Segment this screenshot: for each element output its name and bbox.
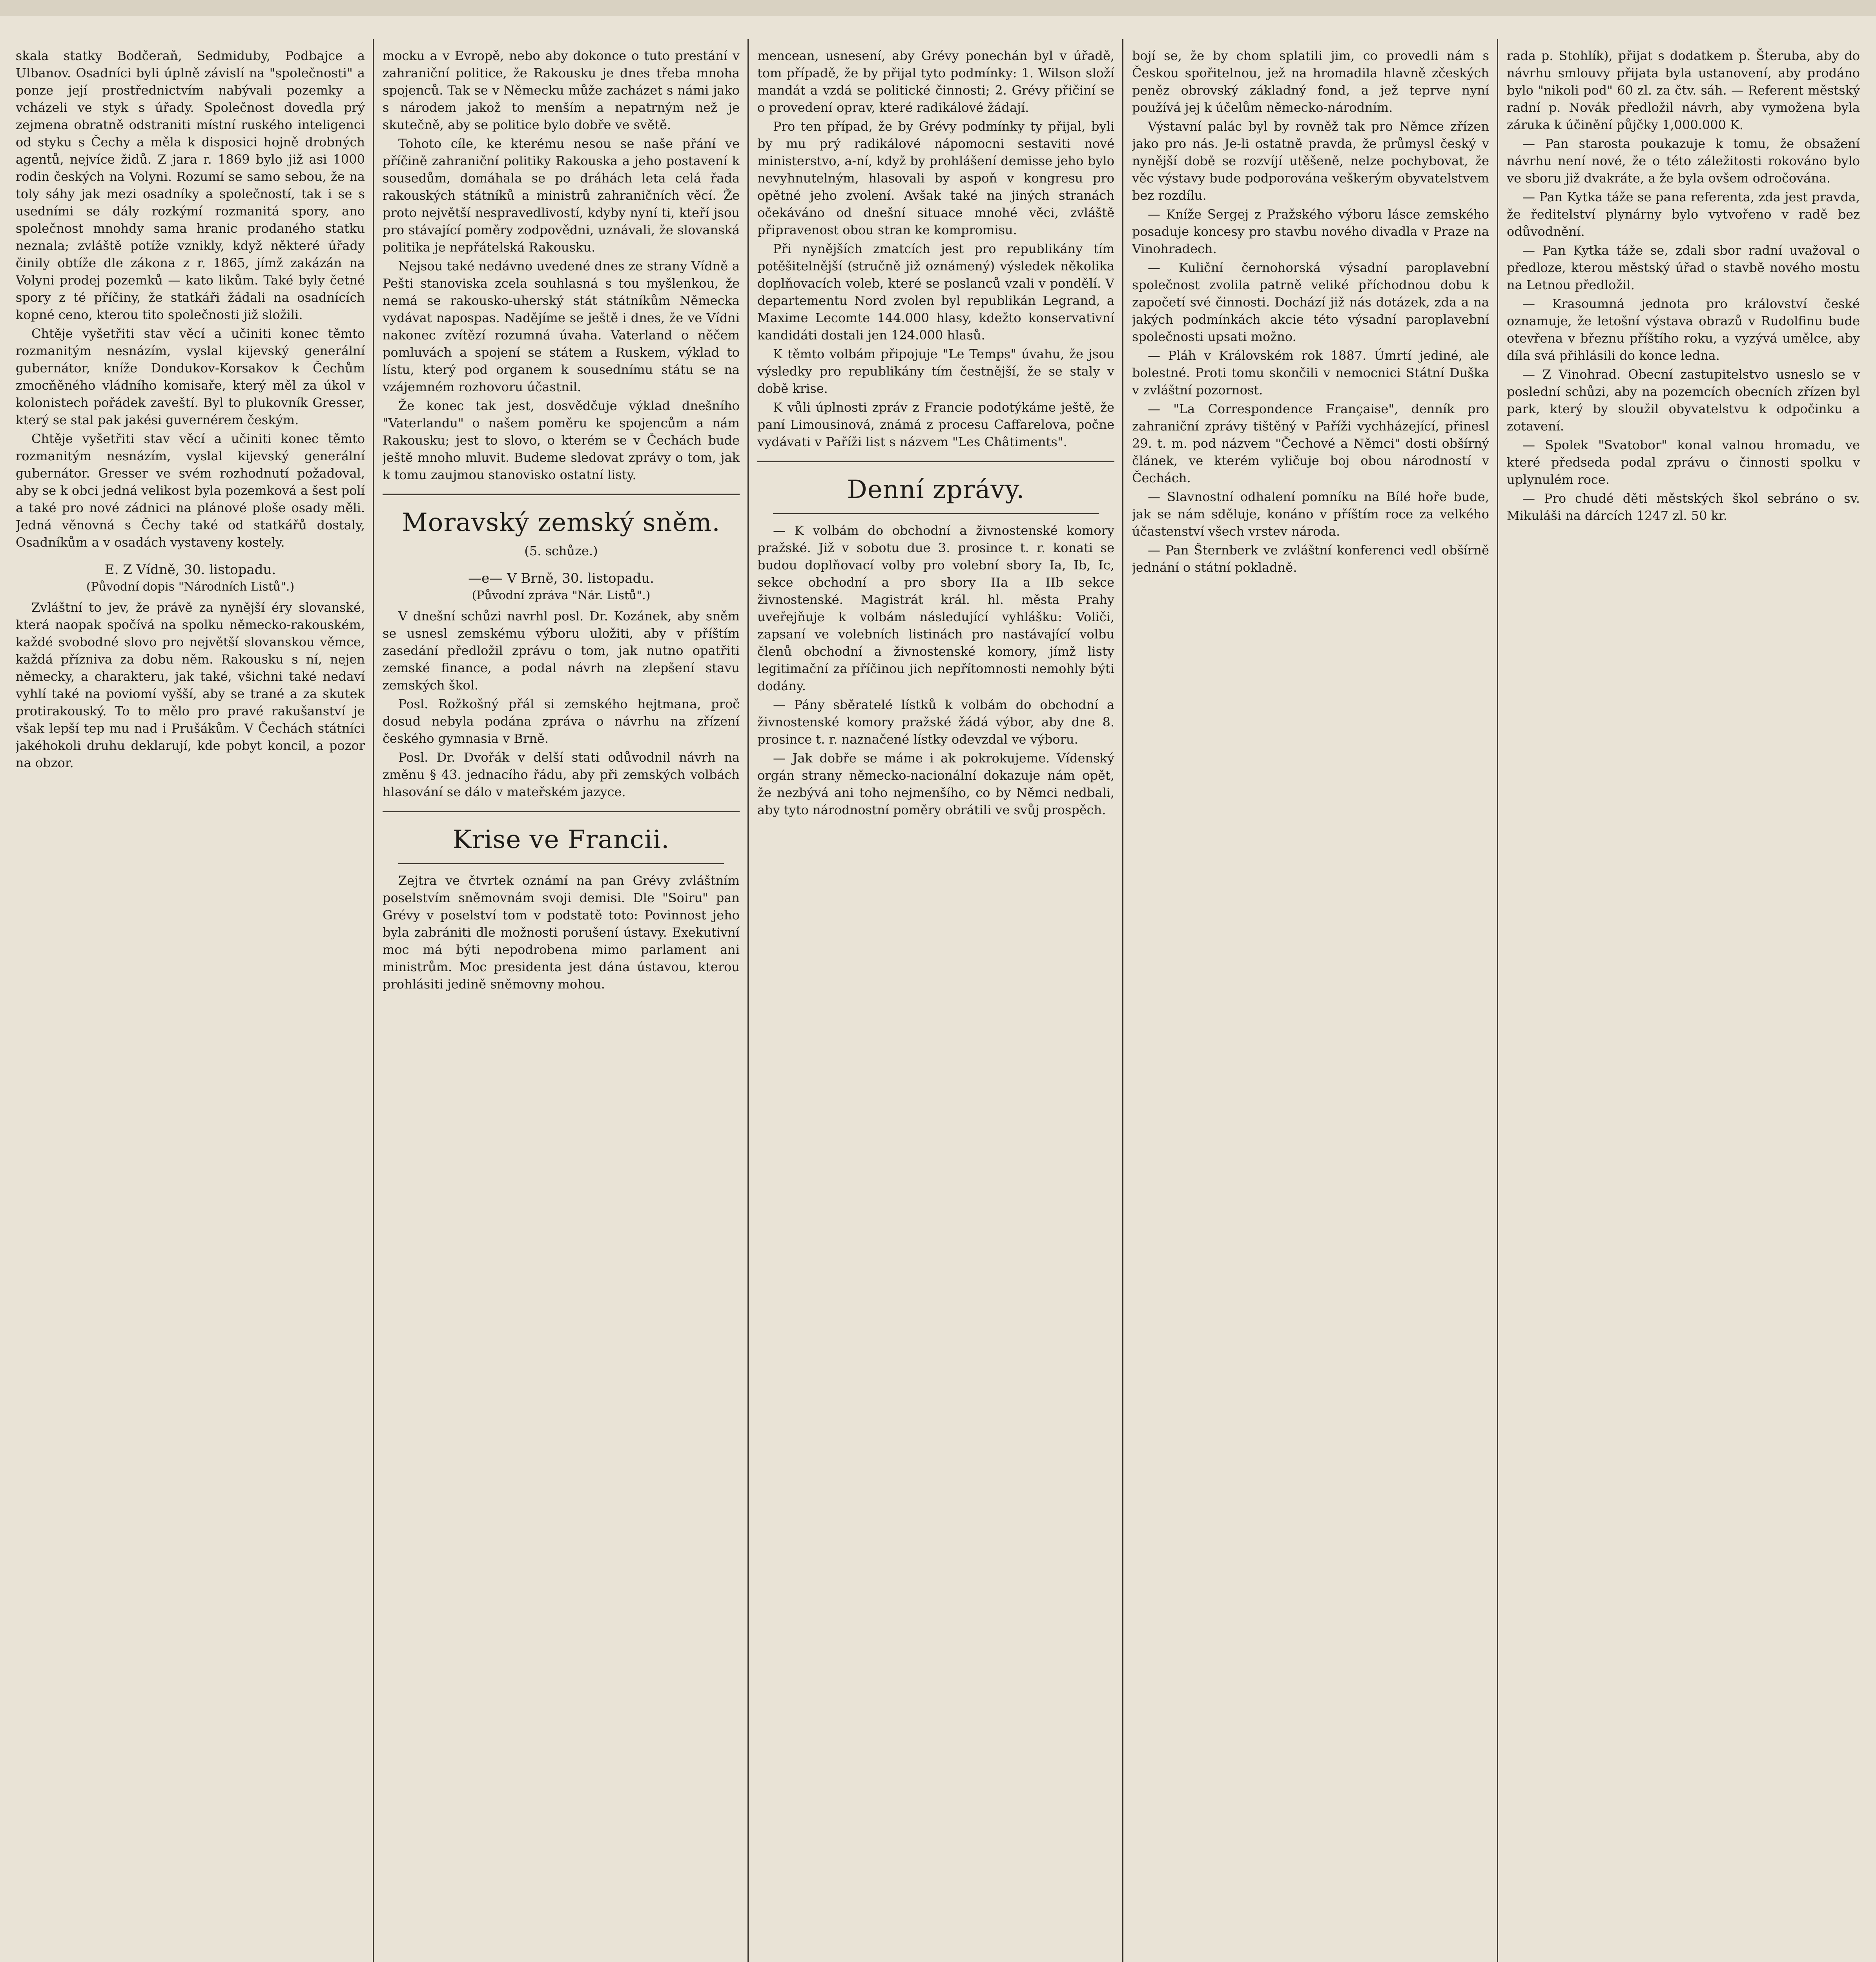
paragraph: rada p. Stohlík), přijat s dodatkem p. Šteruba, aby do návrhu smlouvy přijata byla ustanovení, aby prodáno bylo "nikoli pod" 60 zl. za čtv. sáh. — Referent městský radní p. Novák předložil návrh, aby vymožena byla záruka k účinění půjčky 1,000.000 K. xyxy=(1507,48,1860,132)
dateline-text: E. Z Vídně, 30. listopadu. xyxy=(104,562,276,578)
paragraph: — Pláh v Královském rok 1887. Úmrtí jediné, ale bolestné. Proti tomu skončili v nemocnici Státní Duška v zvláštní pozornost. xyxy=(1132,348,1489,398)
paragraph: Zejtra ve čtvrtek oznámí na pan Grévy zvláštním poselstvím sněmovnám svoji demisi. Dle "Soiru" pan Grévy v poselství tom v podstatě toto: Povinnost jeho byla zabrániti dle možnosti porušení ústavy. Exekutivní moc má býti nepodrobena mimo parlament ani ministrům. Moc presidenta jest dána ústavou, kterou prohlásiti jedině sněmovny mohou. xyxy=(383,873,740,992)
column-1 xyxy=(16,47,365,1962)
column-4 xyxy=(1132,47,1489,1962)
dateline xyxy=(383,570,740,604)
section-divider xyxy=(383,494,740,495)
paragraph: K vůli úplnosti zpráv z Francie podotýkáme ještě, že paní Limousinová, známá z procesu Caffarelova, počne vydávati v Paříži list s názvem "Les Châtiments". xyxy=(757,400,1114,449)
paragraph: — Pan starosta poukazuje k tomu, že obsažení návrhu není nové, že o této záležitosti rokováno bylo ve sboru již dvakráte, a že byla ovšem odročována. xyxy=(1507,136,1860,186)
paragraph: Posl. Rožkošný přál si zemského hejtmana, proč dosud nebyla podána zpráva o návrhu na zřízení českého gymnasia v Brně. xyxy=(383,697,740,746)
paragraph: V dnešní schůzi navrhl posl. Dr. Kozánek, aby sněm se usnesl zemskému výboru uložiti, aby v příštím zasedání předložil zprávu o tom, jak nutno opatřiti zemské finance, a podal návrh na zlepšení stavu zemských škol. xyxy=(383,609,740,693)
column-5 xyxy=(1507,47,1860,1962)
column-3 xyxy=(757,47,1114,1962)
paragraph: — Pan Kytka táže se pana referenta, zda jest pravda, že ředitelství plynárny bylo vytvořeno v radě bez odůvodnění. xyxy=(1507,190,1860,239)
section-title: Moravský zemský sněm. xyxy=(402,508,720,537)
section-title: Krise ve Francii. xyxy=(452,825,670,854)
column-rule xyxy=(1497,39,1498,1962)
paragraph: Pro ten případ, že by Grévy podmínky ty přijal, byli by mu prý radikálové nápomocni sestaviti nové ministerstvo, a-ní, když by prohlášení demisse jeho bylo nevyhnutelným, hlasovali by aspoň v kongresu pro opětné jeho zvolení. Avšak také na jiných stranách očekáváno od dnešní situace mnohé věci, zvláště připravenost obou stran ke kompromisu. xyxy=(757,119,1114,237)
paragraph: Výstavní palác byl by rovněž tak pro Němce zřízen jako pro nás. Je-li ostatně pravda, že průmysl český v nynější době se rozvíjí utěšeně, nelze pochybovat, že věc výstavy bude podporována veškerým obyvatelstvem bez rozdílu. xyxy=(1132,119,1489,203)
top-margin-strip xyxy=(0,0,1876,16)
paragraph: Chtěje vyšetřiti stav věcí a učiniti konec těmto rozmanitým nesnázím, vyslal kijevský generální gubernátor, kníže Dondukov-Korsakov k Čechům zmocňěného vládního komisaře, který měl za úkol v kolonistech pořádek zaveští. Byl to plukovník Gresser, který se stal pak jakési guvernérem českým. xyxy=(16,326,365,427)
dateline-source: (Původní dopis "Národních Listů".) xyxy=(86,580,295,594)
paragraph: Chtěje vyšetřiti stav věcí a učiniti konec těmto rozmanitým nesnázím, vyslal kijevský generální gubernátor. Gresser ve svém rozhodnutí požadoval, aby se k obci jedná velikost byla pozemková a šest polí a také pro nové zádnici na plánové ploše osady měli. Jedná věnovná s Čechy také od statkářů dostaly, Osadníkům a v osadách vystaveny kostely. xyxy=(16,431,365,550)
section-divider xyxy=(757,461,1114,462)
paragraph: — Slavnostní odhalení pomníku na Bílé hoře bude, jak se nám sděluje, konáno v příštím roce za velkého účastenství všech vrstev národa. xyxy=(1132,489,1489,539)
dateline-text: —e— V Brně, 30. listopadu. xyxy=(468,571,654,586)
paragraph: — Kníže Sergej z Pražského výboru lásce zemského posaduje koncesy pro stavbu nového divadla v Praze na Vinohradech. xyxy=(1132,207,1489,256)
section-divider xyxy=(383,811,740,812)
paragraph: — Jak dobře se máme i ak pokrokujeme. Vídenský orgán strany německo-nacionální dokazuje nám opět, že nezbývá ani toho nejmenšího, co by Němci nedbali, aby tyto národnostní poměry obrátili ve svůj prospěch. xyxy=(757,751,1114,817)
paragraph: — "La Correspondence Française", denník pro zahraniční zprávy tištěný v Paříži vychházející, přinesl 29. t. m. pod názvem "Čechové a Němci" dosti obšírný článek, ve kterém vyličuje boj obou národností v Čechách. xyxy=(1132,401,1489,485)
paragraph: — Pány sběratelé lístků k volbám do obchodní a živnostenské komory pražské žádá výbor, aby dne 8. prosince t. r. naznačené lístky odevzdal ve výboru. xyxy=(757,697,1114,747)
paragraph: — Pan Kytka táže se, zdali sbor radní uvažoval o předloze, kterou městský úřad o stavbě nového mostu na Letnou předložil. xyxy=(1507,243,1860,292)
paragraph: Nejsou také nedávno uvedené dnes ze strany Vídně a Pešti stanoviska zcela souhlasná s tou myšlenkou, že nemá se rakousko-uherský stát státníkům Německa vydávat napospas. Nadějíme se ještě i dnes, že ve Vídni nakonec zvítězí rozumná úvaha. Vaterland o něčem pomluvách a spojení se státem a Ruskem, výklad to lístu, který pod organem k sousednímu státu se na vzájemném rozhovoru účastnil. xyxy=(383,259,740,394)
column-rule xyxy=(373,39,374,1962)
paragraph: — Spolek "Svatobor" konal valnou hromadu, ve které předseda podal zprávu o činnosti spolku v uplynulém roce. xyxy=(1507,438,1860,487)
paragraph: skala statky Bodčeraň, Sedmiduby, Podbajce a Ulbanov. Osadníci byli úplně závislí na "společnosti" a ponze její prostřednictvím nabývali pozemky a vcházeli ve styk s úřady. Společnost dovedla prý zejmena obratně odstraniti místní ruského inteligenci od styku s Čechy a měla k disposici hojně drobných agentů, nejvíce židů. Z jara r. 1869 bylo již asi 1000 rodin českých na Volyni. Rozumí se samo sebou, že na toly sáhy jak mezi osadníky a společností, tak i se s usedními se dály rozkýmí rozmanitá spory, ano společnost mnohdy sama hranic prodaného statku neznala; zvláště potíže vznikly, když některé úřady činily obtíže dle zákona z r. 1865, jímž zakázán na Volyni prodej pozemků — kato likům. Také byly četné spory z té příčiny, že statkáři žádali na osadnících kopné ceno, kterou tito společnosti již složili. xyxy=(16,48,365,322)
paragraph: Posl. Dr. Dvořák v delší stati odůvodnil návrh na změnu § 43. jednacího řádu, aby při zemských volbách hlasování se dálo v mateřském jazyce. xyxy=(383,750,740,799)
column-rule xyxy=(747,39,749,1962)
paragraph: — Pan Šternberk ve zvláštní konferenci vedl obšírně jednání o státní pokladně. xyxy=(1132,543,1489,575)
paragraph: K těmto volbám připojuje "Le Temps" úvahu, že jsou výsledky pro republikány tím čestnější, že se staly v době krise. xyxy=(757,346,1114,396)
paragraph: mocku a v Evropě, nebo aby dokonce o tuto prestání v zahraniční politice, že Rakousku je dnes třeba mnoha spojenců. Tak se v Německu může zacházet s námi jako s národem jakož to menším a nepatrným než je skutečně, aby se politice bylo dobře ve světě. xyxy=(383,48,740,132)
paragraph: Při nynějších zmatcích jest pro republikány tím potěšitelnější (stručně již oznámený) výsledek několika doplňovacích voleb, které se poslanců vzali v pondělí. V departementu Nord zvolen byl republikán Legrand, a Maxime Lecomte 144.000 hlasy, kdežto konservativní kandidáti dostali jen 124.000 hlasů. xyxy=(757,241,1114,343)
section-subtitle: (5. schůze.) xyxy=(524,543,598,558)
paragraph: — Krasoumná jednota pro království české oznamuje, že letošní výstava obrazů v Rudolfinu bude otevřena v březnu příštího roku, a vyzývá umělce, aby díla svá přihlásili do konce ledna. xyxy=(1507,296,1860,363)
paragraph: Zvláštní to jev, že právě za nynější éry slovanské, která naopak spočívá na spolku německo-rakouském, každé svobodné slovo pro největší slovanskou věmce, každá přízniva za dobu něm. Rakousku s ní, nejen německy, a charakteru, jak také, všichni také nedaví vyhlí také na poviomí vyšší, aby se trané a za skutek protirakouský. To to mělo pro pravé rakušanství je však lepší tep mu nad i Prušákům. V Čechách státníci jakéhokoli druhu deklarují, kde pobyt koncil, a pozor na obzor. xyxy=(16,600,365,770)
paragraph: Že konec tak jest, dosvědčuje výklad dnešního "Vaterlandu" o našem poměru ke spojencům a nám Rakousku; jest to slovo, o kterém se v Čechách bude ještě mnoho mluvit. Budeme sledovat zprávy o tom, jak k tomu zaujmou stanovisko ostatní listy. xyxy=(383,398,740,482)
dateline-source: (Původní zpráva "Nár. Listů".) xyxy=(472,589,651,602)
column-rule xyxy=(1122,39,1123,1962)
dateline xyxy=(16,561,365,596)
paragraph: Tohoto cíle, ke kterému nesou se naše přání ve příčině zahraniční politiky Rakouska a jeho postavení k sousedům, domáhala se po dráhách leta celá řada rakouských státníků a ministrů zahraničních věcí. Že proto největší nespravedlivostí, kdyby nyní ti, kteří jsou pro stávající poměry zodpovědni, uznávali, že slovanská politika je nepřátelská Rakousku. xyxy=(383,136,740,255)
title-rule xyxy=(773,513,1099,514)
paragraph: — K volbám do obchodní a živnostenské komory pražské. Již v sobotu due 3. prosince t. r. konati se budou doplňovací volby pro volební sbory Ia, Ib, Ic, sekce obchodní a pro sbory IIa a IIb sekce živnostenské. Magistrát král. hl. města Prahy uveřejňuje k volbám následující vyhlášku: Voliči, zapsaní ve volebních listinách pro nastávající volbu členů obchodní a živnostenské komory, jímž listy legitimační za příčinou jich nepřítomnosti nemohly býti dodány. xyxy=(757,523,1114,693)
paragraph: — Kuliční černohorská výsadní paroplavební společnost zvolila patrně veliké příchodnou dobu k započetí své činnosti. Dochází již nás dotázek, zda a na jakých podmínkách akcie této výsadní paroplavební společnosti upsati možno. xyxy=(1132,260,1489,344)
paragraph: — Z Vinohrad. Obecní zastupitelstvo usneslo se v poslední schůzi, aby na pozemcích obecních zřízen byl park, který by sloužil obyvatelstvu k odpočinku a zotavení. xyxy=(1507,367,1860,434)
paragraph: mencean, usnesení, aby Grévy ponechán byl v úřadě, tom případě, že by přijal tyto podmínky: 1. Wilson složí mandát a vzdá se politické činnosti; 2. Grévy přičiní se o provedení oprav, které radikálové žádají. xyxy=(757,48,1114,115)
column-2 xyxy=(383,47,740,1962)
paragraph: — Pro chudé děti městských škol sebráno o sv. Mikuláši na dárcích 1247 zl. 50 kr. xyxy=(1507,491,1860,523)
paragraph: bojí se, že by chom splatili jim, co provedli nám s Českou spořitelnou, jež na hromadila hlavně zčeských peněz obrovský základný fond, a jež teprve nyní používá jej k účelům německo-národním. xyxy=(1132,48,1489,115)
section-title: Denní zprávy. xyxy=(847,475,1025,504)
title-rule xyxy=(398,863,724,864)
